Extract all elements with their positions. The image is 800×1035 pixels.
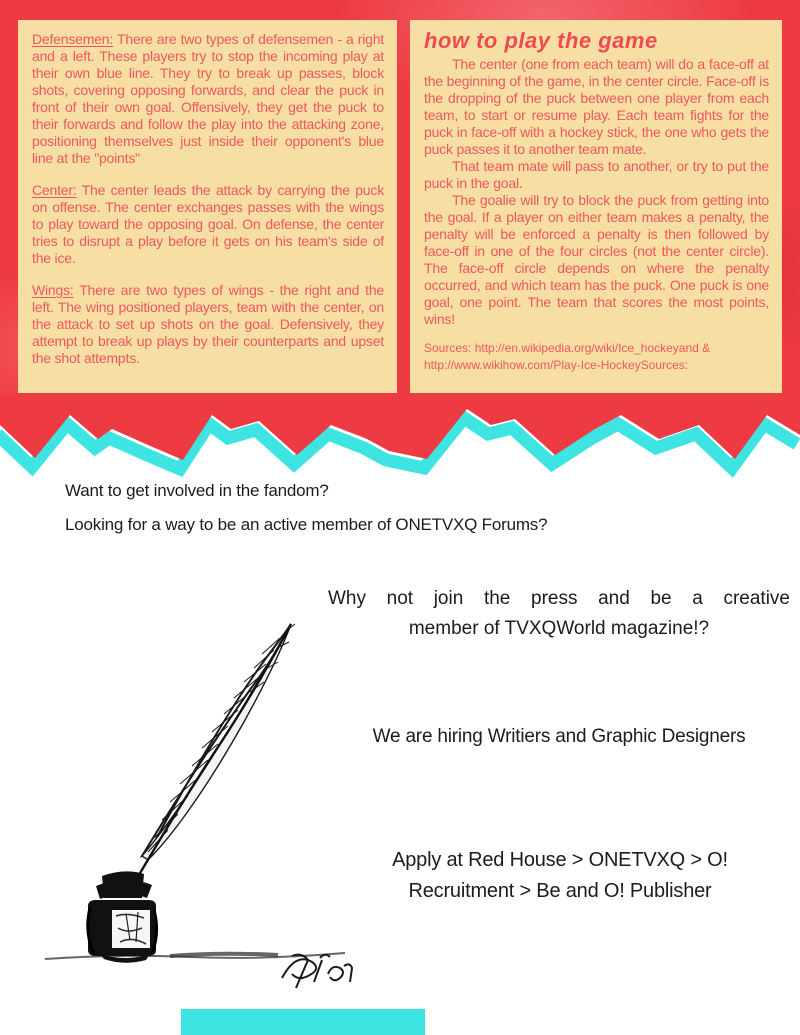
- sources-text: [424, 340, 769, 374]
- wings-paragraph: [32, 282, 384, 367]
- pitch-line-2: member of TVXQWorld magazine!?: [408, 618, 710, 639]
- artist-signature: [282, 955, 352, 988]
- wings-label: Wings:: [32, 282, 74, 298]
- quill-and-inkwell-illustration: [30, 598, 360, 998]
- center-paragraph: [32, 182, 384, 267]
- sources-line-1: Sources: http://en.wikipedia.org/wiki/Ice_hockeyand &: [424, 341, 711, 355]
- gameplay-paragraph-3: The goalie will try to block the puck from getting into the goal. If a player on either team makes a penalty, the penalty will be enforced a penalty is then followed by face-off in one of the four circles (not the center circle). The face-off circle depends on where the penalty occurred, and which team has the puck. One puck is one goal, one point. The team that scores the most points, wins!: [424, 192, 769, 327]
- feather-icon: [130, 624, 295, 890]
- apply-line-2: Recruitment > Be and O! Publisher: [408, 880, 712, 902]
- fandom-question: Want to get involved in the fandom?: [65, 481, 329, 500]
- footer-bar: [181, 1009, 425, 1035]
- ink-bottle-icon: [88, 871, 157, 962]
- apply-instructions: [330, 845, 790, 907]
- zigzag-border: [0, 393, 800, 485]
- apply-line-1: Apply at Red House > ONETVXQ > O!: [392, 849, 728, 871]
- press-pitch-text: [328, 584, 790, 644]
- wings-text: There are two types of wings - the right and the left. The wing positioned players, team with the center, on the attack to set up shots on the goal. Defensively, they attempt to break up plays by their counterparts and upset the shot attempts.: [32, 282, 384, 366]
- defensemen-paragraph: [32, 31, 384, 167]
- hiring-text: We are hiring Writiers and Graphic Designers: [372, 726, 746, 747]
- hockey-positions-box: [18, 20, 397, 395]
- defensemen-text: There are two types of defensemen - a right and a left. These players try to stop the incoming play at their own blue line. They try to break up passes, block shots, covering opposing forwards, and clear the puck in front of their own goal. Offensively, they get the puck to their forwards and follow the play into the attacking zone, positioning themselves just inside their opponent's blue line at the "points": [32, 31, 384, 166]
- center-label: Center:: [32, 182, 77, 198]
- sources-line-2: http://www.wikihow.com/Play-Ice-HockeySources:: [424, 358, 689, 372]
- gameplay-paragraph-2: That team mate will pass to another, or try to put the puck in the goal.: [424, 158, 769, 191]
- defensemen-label: Defensemen:: [32, 31, 114, 47]
- pitch-line-1: Why not join the press and be a creative: [328, 588, 790, 609]
- gameplay-paragraph-1: The center (one from each team) will do a face-off at the beginning of the game, in the center circle. Face-off is the dropping of the puck between one player from each team, to start or resume play. Each team fights for the puck in face-off with a hockey stick, the one who gets the puck passes it to another team mate.: [424, 56, 769, 157]
- forums-question: Looking for a way to be an active member of ONETVXQ Forums?: [65, 515, 548, 534]
- how-to-play-heading: how to play the game: [424, 28, 658, 53]
- how-to-play-box: [410, 20, 782, 395]
- center-text: The center leads the attack by carrying the puck on offense. The center exchanges passes with the wings to play toward the opposing goal. On defense, the center tries to disrupt a play before it gets on his team's side of the ice.: [32, 182, 384, 266]
